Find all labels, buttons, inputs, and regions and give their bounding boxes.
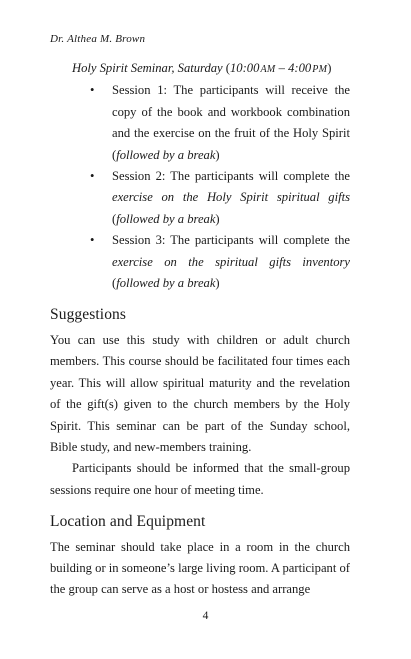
bullet-icon: •: [90, 169, 95, 184]
page-content: [50, 58, 350, 601]
session-mid: (: [112, 276, 117, 291]
location-paragraph: The seminar should take place in a room in the church building or in someone’s large living room. A participant of the group can serve as a host or hostess and arrange: [50, 539, 350, 597]
session-tail: ): [215, 276, 220, 291]
location-heading: Location and Equipment: [50, 513, 206, 531]
time-dash: –: [275, 61, 289, 75]
list-item: [50, 230, 350, 294]
suggestions-paragraph: You can use this study with children or adult church members. This course should be facilitated four times each year. This will allow spiritual maturity and the revelation of the gift(s) given to the church members by the Holy Spirit. This seminar can be part of the Sunday school, Bible study, and new-members training.: [50, 332, 350, 454]
open-paren: (: [222, 61, 230, 75]
seminar-schedule-line: [50, 58, 350, 80]
session-italic-2: followed by a break: [116, 211, 216, 226]
running-head: Dr. Althea M. Brown: [50, 33, 146, 45]
session-italic: exercise on the spiritual gifts inventory: [112, 254, 350, 269]
session-text: Session 3: The participants will complete the: [112, 233, 350, 248]
session-text: Session 1: The participants will receive the copy of the book and workbook combination and the exercise on the fruit of the Holy Spirit (: [112, 83, 350, 162]
page-number: 4: [202, 610, 209, 622]
seminar-title: Holy Spirit Seminar, Saturday: [72, 61, 223, 75]
start-time: 10:00: [230, 61, 260, 75]
suggestions-heading: Suggestions: [50, 306, 127, 324]
start-ampm: AM: [260, 64, 276, 75]
suggestions-paragraph-2: Participants should be informed that the small-group sessions require one hour of meeting time.: [50, 461, 350, 497]
list-item: [50, 80, 350, 166]
end-time: 4:00: [288, 61, 312, 75]
session-tail: ): [215, 211, 220, 226]
session-text: Session 2: The participants will complete the: [112, 169, 350, 184]
bullet-icon: •: [90, 83, 95, 98]
session-italic: followed by a break: [116, 147, 216, 162]
end-ampm: PM: [312, 64, 328, 75]
session-tail: ): [215, 147, 220, 162]
close-paren: ): [327, 61, 332, 75]
list-item: [50, 166, 350, 230]
bullet-icon: •: [90, 233, 95, 248]
session-list: [50, 80, 350, 294]
session-mid: (: [112, 211, 117, 226]
session-italic: exercise on the Holy Spirit spiritual gifts: [112, 190, 350, 205]
session-italic-2: followed by a break: [116, 276, 216, 291]
